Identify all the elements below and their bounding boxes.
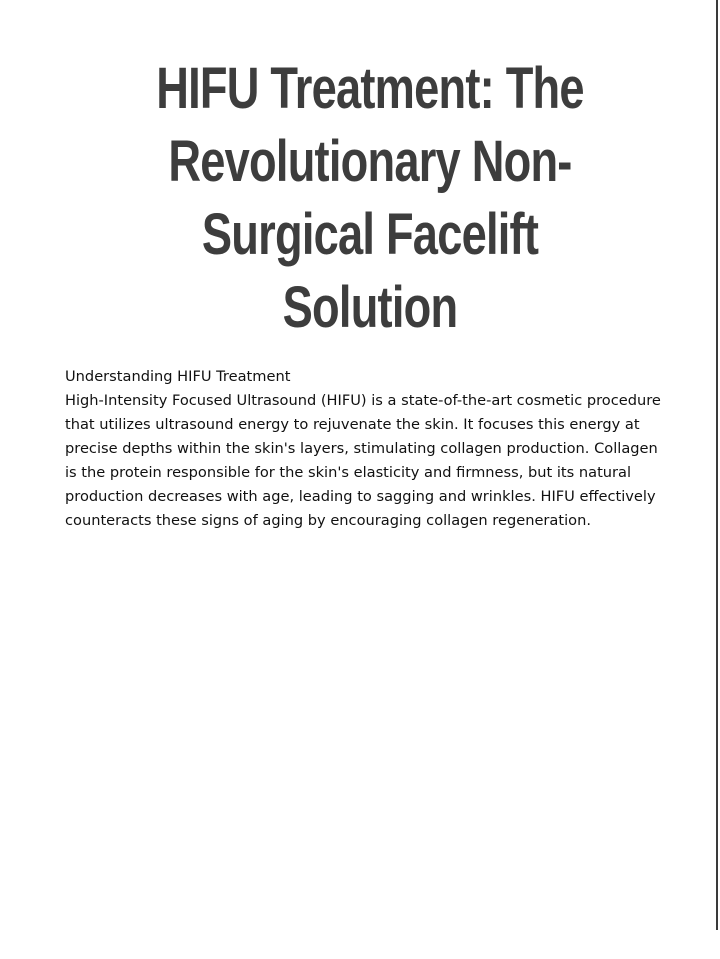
section-heading: Understanding HIFU Treatment: [65, 368, 291, 385]
section-paragraph: High-Intensity Focused Ultrasound (HIFU) is a state-of-the-art cosmetic procedure that utilizes ultrasound energy to rejuvenate the skin. It focuses this energy at precise depths within the skin's layers, stimulating collagen production. Collagen is the protein responsible for the skin's elasticity and firmness, but its natural production decreases with age, leading to sagging and wrinkles. HIFU effectively counteracts these signs of aging by encouraging collagen regeneration.: [65, 392, 661, 529]
article-body: [65, 365, 665, 533]
page-title: HIFU Treatment: The Revolutionary Non-Surgical Facelift Solution: [156, 56, 584, 340]
